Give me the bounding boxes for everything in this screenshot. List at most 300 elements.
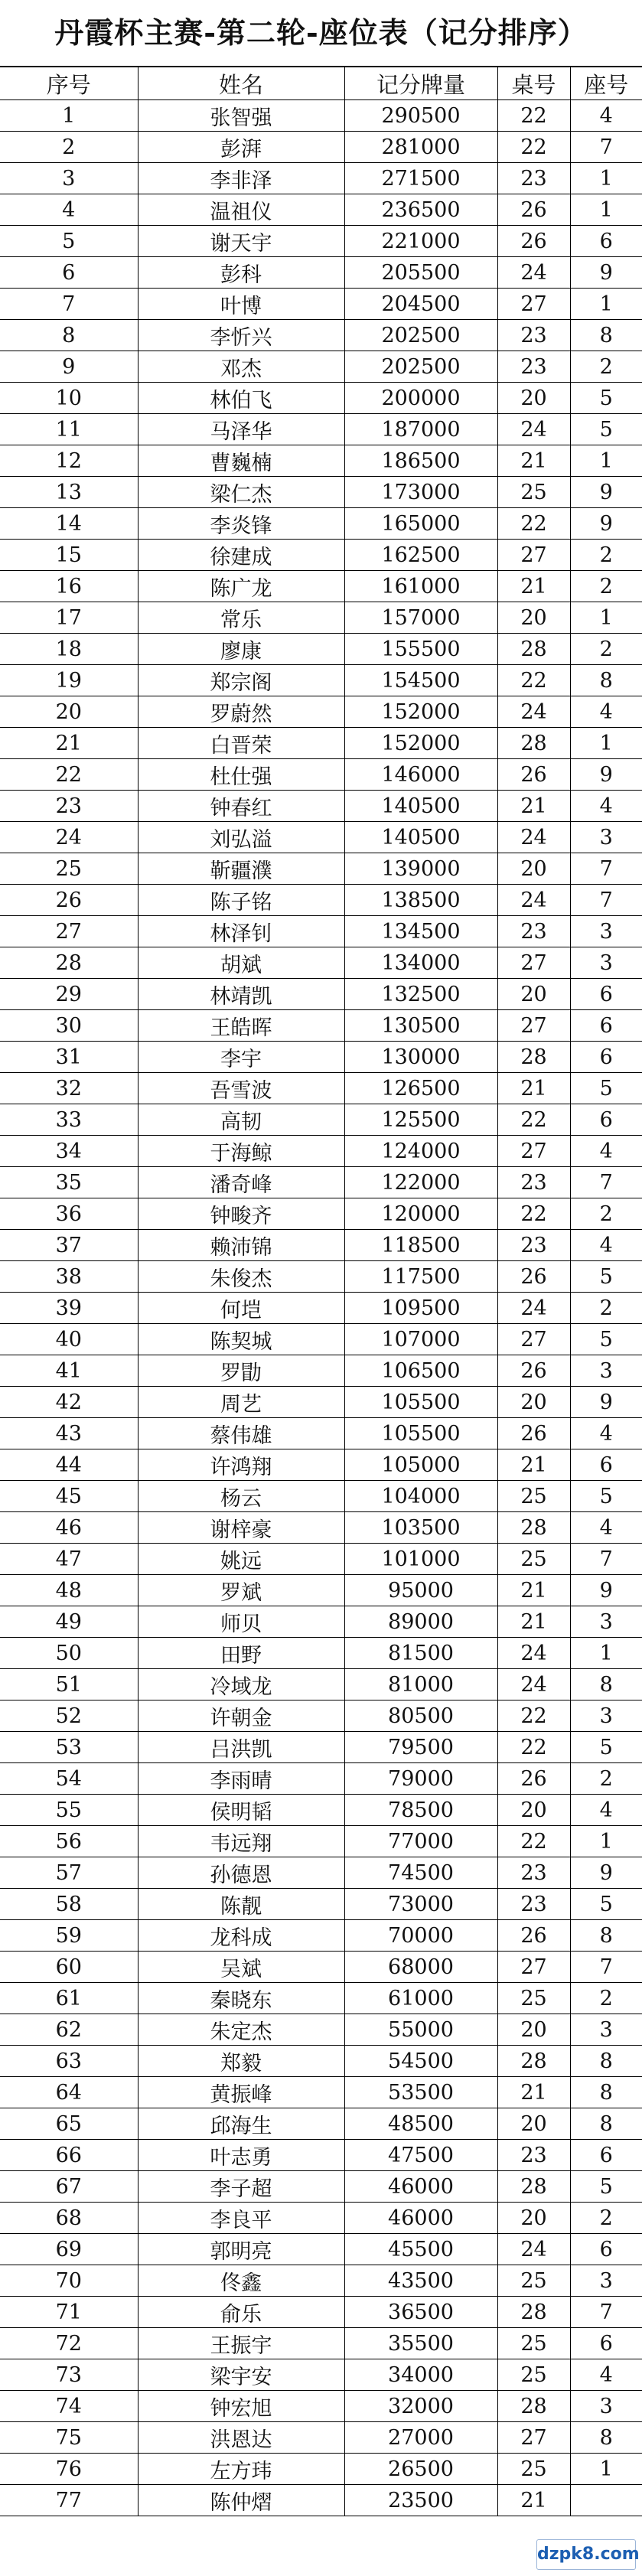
seat-number-cell: 4 — [570, 2359, 642, 2391]
chip-count-cell: 54500 — [344, 2046, 497, 2077]
seat-number-cell: 6 — [570, 226, 642, 257]
player-name-cell: 吾雪波 — [138, 1073, 344, 1104]
table-number-cell: 26 — [497, 1418, 570, 1449]
chip-count-cell: 281000 — [344, 132, 497, 163]
seat-number-cell: 9 — [570, 257, 642, 289]
table-row — [0, 414, 642, 445]
site-watermark: dzpk8.com — [536, 2539, 636, 2570]
player-name-cell: 左方玮 — [138, 2454, 344, 2485]
chip-count-cell: 46000 — [344, 2171, 497, 2203]
rank-cell: 45 — [0, 1481, 138, 1512]
player-name-cell: 邓杰 — [138, 351, 344, 383]
player-name-cell: 陈广龙 — [138, 571, 344, 602]
rank-cell: 66 — [0, 2140, 138, 2171]
chip-count-cell: 202500 — [344, 351, 497, 383]
table-row — [0, 2265, 642, 2297]
chip-count-cell: 81000 — [344, 1669, 497, 1700]
player-name-cell: 李宇 — [138, 1042, 344, 1073]
rank-cell: 33 — [0, 1104, 138, 1136]
table-row — [0, 916, 642, 947]
rank-cell: 52 — [0, 1700, 138, 1732]
table-row — [0, 1669, 642, 1700]
table-row — [0, 885, 642, 916]
table-number-cell: 22 — [497, 132, 570, 163]
player-name-cell: 梁宇安 — [138, 2359, 344, 2391]
player-name-cell: 常乐 — [138, 602, 344, 634]
chip-count-cell: 68000 — [344, 1952, 497, 1983]
rank-cell: 7 — [0, 289, 138, 320]
seat-number-cell: 2 — [570, 634, 642, 665]
player-name-cell: 龙科成 — [138, 1920, 344, 1952]
table-row — [0, 2297, 642, 2328]
seat-number-cell: 1 — [570, 1826, 642, 1857]
chip-count-cell: 61000 — [344, 1983, 497, 2014]
table-number-cell: 21 — [497, 571, 570, 602]
table-row — [0, 2014, 642, 2046]
player-name-cell: 叶志勇 — [138, 2140, 344, 2171]
chip-count-cell: 271500 — [344, 163, 497, 194]
table-number-cell: 27 — [497, 2422, 570, 2454]
rank-cell: 63 — [0, 2046, 138, 2077]
player-name-cell: 李雨晴 — [138, 1763, 344, 1795]
player-name-cell: 杨云 — [138, 1481, 344, 1512]
table-number-cell: 22 — [497, 1198, 570, 1230]
player-name-cell: 郑宗阁 — [138, 665, 344, 696]
table-row — [0, 508, 642, 540]
table-number-cell: 28 — [497, 1512, 570, 1544]
table-row — [0, 1261, 642, 1293]
chip-count-cell: 125500 — [344, 1104, 497, 1136]
seat-number-cell: 4 — [570, 1418, 642, 1449]
table-row — [0, 822, 642, 853]
rank-cell: 74 — [0, 2391, 138, 2422]
rank-cell: 11 — [0, 414, 138, 445]
player-name-cell: 黄振峰 — [138, 2077, 344, 2108]
table-row — [0, 2203, 642, 2234]
table-row — [0, 1481, 642, 1512]
rank-cell: 48 — [0, 1575, 138, 1606]
table-number-cell: 26 — [497, 1261, 570, 1293]
player-name-cell: 曹巍楠 — [138, 445, 344, 477]
player-name-cell: 高韧 — [138, 1104, 344, 1136]
seat-number-cell: 1 — [570, 2454, 642, 2485]
table-row — [0, 1073, 642, 1104]
seat-number-cell: 2 — [570, 540, 642, 571]
seat-number-cell: 7 — [570, 1167, 642, 1198]
seat-number-cell: 5 — [570, 414, 642, 445]
table-number-cell: 24 — [497, 1669, 570, 1700]
seat-number-cell: 9 — [570, 759, 642, 791]
rank-cell: 18 — [0, 634, 138, 665]
table-row — [0, 1136, 642, 1167]
seat-number-cell: 8 — [570, 2108, 642, 2140]
rank-cell: 68 — [0, 2203, 138, 2234]
rank-cell: 13 — [0, 477, 138, 508]
rank-cell: 3 — [0, 163, 138, 194]
player-name-cell: 李炎锋 — [138, 508, 344, 540]
rank-cell: 35 — [0, 1167, 138, 1198]
chip-count-cell: 138500 — [344, 885, 497, 916]
table-row — [0, 540, 642, 571]
seat-number-cell: 3 — [570, 2265, 642, 2297]
table-row — [0, 947, 642, 979]
rank-cell: 34 — [0, 1136, 138, 1167]
table-number-cell: 24 — [497, 414, 570, 445]
table-number-cell: 27 — [497, 947, 570, 979]
player-name-cell: 彭湃 — [138, 132, 344, 163]
chip-count-cell: 152000 — [344, 728, 497, 759]
rank-cell: 2 — [0, 132, 138, 163]
chip-count-cell: 53500 — [344, 2077, 497, 2108]
chip-count-cell: 73000 — [344, 1889, 497, 1920]
table-number-cell: 22 — [497, 1700, 570, 1732]
player-name-cell: 陈靓 — [138, 1889, 344, 1920]
table-number-cell: 20 — [497, 602, 570, 634]
chip-count-cell: 124000 — [344, 1136, 497, 1167]
table-row — [0, 1732, 642, 1763]
chip-count-cell: 140500 — [344, 791, 497, 822]
seat-number-cell: 8 — [570, 665, 642, 696]
chip-count-cell: 77000 — [344, 1826, 497, 1857]
seat-number-cell — [570, 2485, 642, 2516]
table-number-cell: 27 — [497, 540, 570, 571]
player-name-cell: 林泽钊 — [138, 916, 344, 947]
table-number-cell: 21 — [497, 1606, 570, 1638]
player-name-cell: 蔡伟雄 — [138, 1418, 344, 1449]
player-name-cell: 白晋荣 — [138, 728, 344, 759]
rank-cell: 56 — [0, 1826, 138, 1857]
table-number-cell: 26 — [497, 1355, 570, 1387]
seat-number-cell: 3 — [570, 1700, 642, 1732]
seat-number-cell: 1 — [570, 445, 642, 477]
rank-cell: 54 — [0, 1763, 138, 1795]
rank-cell: 20 — [0, 696, 138, 728]
table-number-cell: 21 — [497, 1449, 570, 1481]
rank-cell: 23 — [0, 791, 138, 822]
rank-cell: 65 — [0, 2108, 138, 2140]
header-rank: 序号 — [0, 67, 138, 100]
player-name-cell: 谢天宇 — [138, 226, 344, 257]
chip-count-cell: 43500 — [344, 2265, 497, 2297]
rank-cell: 61 — [0, 1983, 138, 2014]
table-number-cell: 21 — [497, 1575, 570, 1606]
seat-number-cell: 5 — [570, 1481, 642, 1512]
player-name-cell: 张智强 — [138, 100, 344, 132]
seat-number-cell: 4 — [570, 696, 642, 728]
rank-cell: 76 — [0, 2454, 138, 2485]
chip-count-cell: 202500 — [344, 320, 497, 351]
rank-cell: 6 — [0, 257, 138, 289]
table-row — [0, 1010, 642, 1042]
player-name-cell: 李良平 — [138, 2203, 344, 2234]
chip-count-cell: 132500 — [344, 979, 497, 1010]
table-row — [0, 1230, 642, 1261]
seat-number-cell: 6 — [570, 1010, 642, 1042]
seat-number-cell: 7 — [570, 1952, 642, 1983]
table-number-cell: 25 — [497, 2265, 570, 2297]
table-number-cell: 27 — [497, 289, 570, 320]
chip-count-cell: 139000 — [344, 853, 497, 885]
chip-count-cell: 34000 — [344, 2359, 497, 2391]
chip-count-cell: 47500 — [344, 2140, 497, 2171]
table-row — [0, 1795, 642, 1826]
table-row — [0, 1293, 642, 1324]
table-number-cell: 20 — [497, 2108, 570, 2140]
player-name-cell: 冷域龙 — [138, 1669, 344, 1700]
chip-count-cell: 162500 — [344, 540, 497, 571]
player-name-cell: 罗勖 — [138, 1355, 344, 1387]
chip-count-cell: 205500 — [344, 257, 497, 289]
player-name-cell: 叶博 — [138, 289, 344, 320]
chip-count-cell: 140500 — [344, 822, 497, 853]
rank-cell: 49 — [0, 1606, 138, 1638]
rank-cell: 26 — [0, 885, 138, 916]
player-name-cell: 邱海生 — [138, 2108, 344, 2140]
player-name-cell: 陈契城 — [138, 1324, 344, 1355]
table-number-cell: 25 — [497, 2454, 570, 2485]
table-row — [0, 1418, 642, 1449]
seat-number-cell: 1 — [570, 1638, 642, 1669]
table-row — [0, 1983, 642, 2014]
table-number-cell: 27 — [497, 1010, 570, 1042]
seat-number-cell: 3 — [570, 947, 642, 979]
rank-cell: 70 — [0, 2265, 138, 2297]
player-name-cell: 钟春红 — [138, 791, 344, 822]
table-number-cell: 22 — [497, 508, 570, 540]
seat-number-cell: 7 — [570, 853, 642, 885]
table-number-cell: 26 — [497, 194, 570, 226]
table-row — [0, 351, 642, 383]
rank-cell: 75 — [0, 2422, 138, 2454]
rank-cell: 22 — [0, 759, 138, 791]
chip-count-cell: 154500 — [344, 665, 497, 696]
table-row — [0, 1387, 642, 1418]
seat-number-cell: 4 — [570, 1795, 642, 1826]
rank-cell: 32 — [0, 1073, 138, 1104]
header-row — [0, 67, 642, 100]
rank-cell: 4 — [0, 194, 138, 226]
chip-count-cell: 134500 — [344, 916, 497, 947]
chip-count-cell: 152000 — [344, 696, 497, 728]
table-number-cell: 20 — [497, 2203, 570, 2234]
player-name-cell: 于海鲸 — [138, 1136, 344, 1167]
table-number-cell: 24 — [497, 2234, 570, 2265]
table-number-cell: 25 — [497, 1481, 570, 1512]
chip-count-cell: 117500 — [344, 1261, 497, 1293]
table-row — [0, 1826, 642, 1857]
player-name-cell: 侯明韬 — [138, 1795, 344, 1826]
chip-count-cell: 155500 — [344, 634, 497, 665]
table-number-cell: 22 — [497, 1104, 570, 1136]
rank-cell: 57 — [0, 1857, 138, 1889]
seat-number-cell: 6 — [570, 1042, 642, 1073]
table-number-cell: 23 — [497, 1857, 570, 1889]
table-row — [0, 696, 642, 728]
table-number-cell: 22 — [497, 665, 570, 696]
chip-count-cell: 89000 — [344, 1606, 497, 1638]
seat-number-cell: 4 — [570, 100, 642, 132]
table-row — [0, 2234, 642, 2265]
seat-number-cell: 5 — [570, 1324, 642, 1355]
player-name-cell: 梁仁杰 — [138, 477, 344, 508]
chip-count-cell: 70000 — [344, 1920, 497, 1952]
seat-number-cell: 1 — [570, 728, 642, 759]
rank-cell: 51 — [0, 1669, 138, 1700]
player-name-cell: 王皓晖 — [138, 1010, 344, 1042]
seat-number-cell: 2 — [570, 1763, 642, 1795]
rank-cell: 50 — [0, 1638, 138, 1669]
seat-number-cell: 6 — [570, 2140, 642, 2171]
rank-cell: 46 — [0, 1512, 138, 1544]
chip-count-cell: 187000 — [344, 414, 497, 445]
table-row — [0, 1512, 642, 1544]
table-number-cell: 23 — [497, 916, 570, 947]
table-row — [0, 477, 642, 508]
seating-table — [0, 67, 642, 2516]
rank-cell: 28 — [0, 947, 138, 979]
seat-number-cell: 5 — [570, 2171, 642, 2203]
seat-number-cell: 7 — [570, 885, 642, 916]
rank-cell: 1 — [0, 100, 138, 132]
table-number-cell: 26 — [497, 1763, 570, 1795]
chip-count-cell: 36500 — [344, 2297, 497, 2328]
chip-count-cell: 109500 — [344, 1293, 497, 1324]
chip-count-cell: 107000 — [344, 1324, 497, 1355]
table-number-cell: 20 — [497, 1795, 570, 1826]
rank-cell: 12 — [0, 445, 138, 477]
rank-cell: 58 — [0, 1889, 138, 1920]
table-number-cell: 28 — [497, 2391, 570, 2422]
table-number-cell: 26 — [497, 226, 570, 257]
chip-count-cell: 103500 — [344, 1512, 497, 1544]
table-number-cell: 20 — [497, 979, 570, 1010]
rank-cell: 44 — [0, 1449, 138, 1481]
seat-number-cell: 1 — [570, 163, 642, 194]
chip-count-cell: 204500 — [344, 289, 497, 320]
seat-number-cell: 7 — [570, 1544, 642, 1575]
seat-number-cell: 9 — [570, 477, 642, 508]
chip-count-cell: 79000 — [344, 1763, 497, 1795]
table-row — [0, 2454, 642, 2485]
rank-cell: 71 — [0, 2297, 138, 2328]
table-row — [0, 194, 642, 226]
chip-count-cell: 146000 — [344, 759, 497, 791]
chip-count-cell: 101000 — [344, 1544, 497, 1575]
rank-cell: 19 — [0, 665, 138, 696]
chip-count-cell: 81500 — [344, 1638, 497, 1669]
chip-count-cell: 157000 — [344, 602, 497, 634]
table-row — [0, 1763, 642, 1795]
chip-count-cell: 104000 — [344, 1481, 497, 1512]
table-number-cell: 20 — [497, 1387, 570, 1418]
table-number-cell: 21 — [497, 445, 570, 477]
table-row — [0, 1575, 642, 1606]
table-number-cell: 21 — [497, 791, 570, 822]
seat-number-cell: 6 — [570, 2234, 642, 2265]
chip-count-cell: 134000 — [344, 947, 497, 979]
header-name: 姓名 — [138, 67, 344, 100]
chip-count-cell: 95000 — [344, 1575, 497, 1606]
seat-number-cell: 3 — [570, 1606, 642, 1638]
chip-count-cell: 118500 — [344, 1230, 497, 1261]
player-name-cell: 姚远 — [138, 1544, 344, 1575]
rank-cell: 73 — [0, 2359, 138, 2391]
player-name-cell: 胡斌 — [138, 947, 344, 979]
table-number-cell: 26 — [497, 1920, 570, 1952]
seat-number-cell: 9 — [570, 1575, 642, 1606]
player-name-cell: 秦晓东 — [138, 1983, 344, 2014]
player-name-cell: 韦远翔 — [138, 1826, 344, 1857]
chip-count-cell: 74500 — [344, 1857, 497, 1889]
table-number-cell: 24 — [497, 822, 570, 853]
player-name-cell: 洪恩达 — [138, 2422, 344, 2454]
player-name-cell: 刘弘溢 — [138, 822, 344, 853]
player-name-cell: 彭科 — [138, 257, 344, 289]
player-name-cell: 靳疆濮 — [138, 853, 344, 885]
player-name-cell: 吴斌 — [138, 1952, 344, 1983]
table-number-cell: 22 — [497, 1732, 570, 1763]
seat-number-cell: 9 — [570, 508, 642, 540]
table-number-cell: 21 — [497, 2485, 570, 2516]
seat-number-cell: 8 — [570, 2077, 642, 2108]
table-row — [0, 791, 642, 822]
rank-cell: 72 — [0, 2328, 138, 2359]
table-number-cell: 28 — [497, 2171, 570, 2203]
seat-number-cell: 1 — [570, 289, 642, 320]
table-number-cell: 25 — [497, 477, 570, 508]
seat-number-cell: 8 — [570, 2422, 642, 2454]
chip-count-cell: 126500 — [344, 1073, 497, 1104]
table-row — [0, 1324, 642, 1355]
seat-number-cell: 8 — [570, 320, 642, 351]
table-row — [0, 1544, 642, 1575]
rank-cell: 9 — [0, 351, 138, 383]
seat-number-cell: 4 — [570, 791, 642, 822]
chip-count-cell: 122000 — [344, 1167, 497, 1198]
player-name-cell: 田野 — [138, 1638, 344, 1669]
table-number-cell: 23 — [497, 1167, 570, 1198]
table-row — [0, 1920, 642, 1952]
table-row — [0, 853, 642, 885]
rank-cell: 64 — [0, 2077, 138, 2108]
chip-count-cell: 48500 — [344, 2108, 497, 2140]
seat-number-cell: 2 — [570, 1983, 642, 2014]
seat-number-cell: 9 — [570, 1857, 642, 1889]
table-row — [0, 163, 642, 194]
rank-cell: 55 — [0, 1795, 138, 1826]
rank-cell: 47 — [0, 1544, 138, 1575]
table-row — [0, 1952, 642, 1983]
table-number-cell: 23 — [497, 163, 570, 194]
table-number-cell: 25 — [497, 2359, 570, 2391]
chip-count-cell: 23500 — [344, 2485, 497, 2516]
table-row — [0, 1700, 642, 1732]
table-row — [0, 979, 642, 1010]
table-number-cell: 23 — [497, 320, 570, 351]
seat-number-cell: 7 — [570, 132, 642, 163]
player-name-cell: 许朝金 — [138, 1700, 344, 1732]
player-name-cell: 徐建成 — [138, 540, 344, 571]
table-number-cell: 23 — [497, 2140, 570, 2171]
table-number-cell: 24 — [497, 885, 570, 916]
chip-count-cell: 186500 — [344, 445, 497, 477]
chip-count-cell: 80500 — [344, 1700, 497, 1732]
table-number-cell: 24 — [497, 696, 570, 728]
chip-count-cell: 290500 — [344, 100, 497, 132]
table-row — [0, 100, 642, 132]
player-name-cell: 师贝 — [138, 1606, 344, 1638]
player-name-cell: 许鸿翔 — [138, 1449, 344, 1481]
